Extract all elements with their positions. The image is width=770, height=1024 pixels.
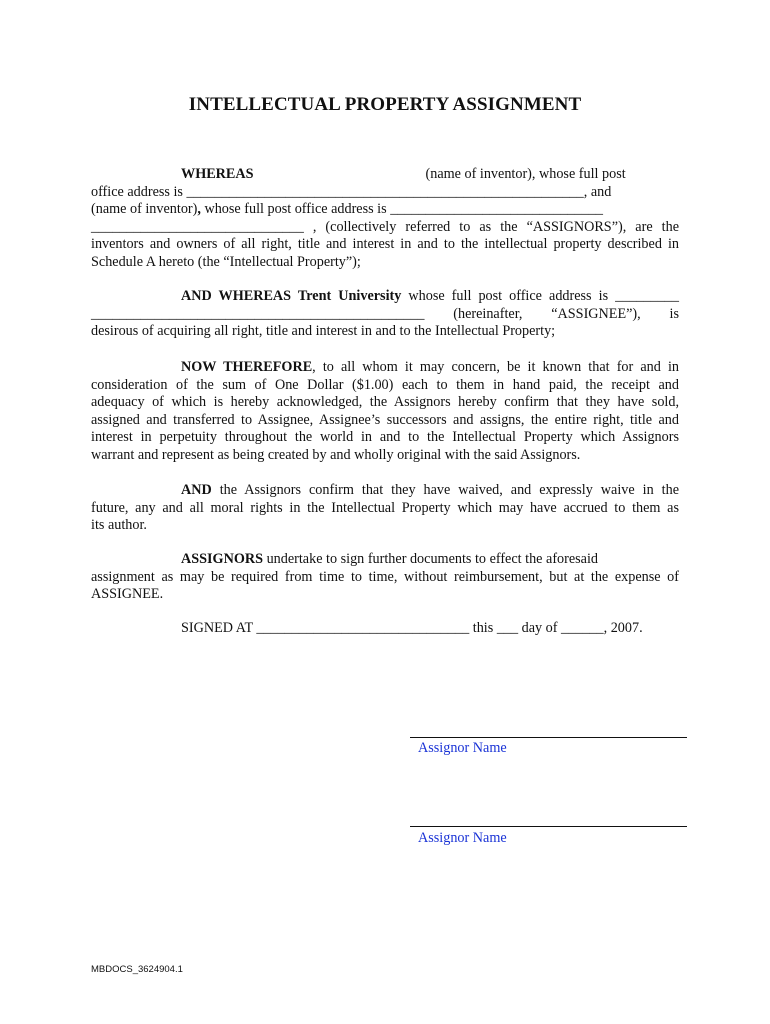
and-whereas-line-1: AND WHEREAS Trent University whose full post office address is _________ bbox=[181, 288, 679, 304]
whereas-label: WHEREAS bbox=[181, 166, 254, 182]
signature-line-1[interactable] bbox=[410, 737, 687, 738]
now-therefore-line-2: consideration of the sum of One Dollar ($1.00) each to them in hand paid, the receipt and bbox=[91, 376, 679, 393]
whereas-line-3: (name of inventor), whose full post office address is ______________________________ bbox=[91, 201, 604, 218]
inventor-2-name-label: (name of inventor) bbox=[91, 201, 198, 218]
whereas-line-2: office address is ________________________________________________________, and bbox=[91, 183, 612, 200]
document-title: INTELLECTUAL PROPERTY ASSIGNMENT bbox=[188, 94, 582, 115]
and-whereas-line-2: _______________________________________________ (hereinafter, “ASSIGNEE”), is bbox=[91, 305, 679, 322]
and-whereas-line-3: desirous of acquiring all right, title and interest in and to the Intellectual Property; bbox=[91, 323, 556, 340]
assignor-name-field-1[interactable]: Assignor Name bbox=[418, 740, 507, 756]
now-therefore-line-6: warrant and represent as being created by and wholly original with the said Assignors. bbox=[91, 446, 581, 463]
whereas-line-1 bbox=[91, 166, 679, 184]
further-documents-line-3: ASSIGNEE. bbox=[91, 586, 164, 603]
now-therefore-paragraph bbox=[91, 359, 679, 465]
whereas-line-4: ______________________________ , (collectively referred to as the “ASSIGNORS”), are the bbox=[91, 218, 679, 235]
further-documents-paragraph bbox=[91, 551, 679, 604]
moral-rights-line-1: AND the Assignors confirm that they have waived, and expressly waive in the bbox=[181, 482, 679, 498]
signed-at-line: SIGNED AT ______________________________ this ___ day of ______, 2007. bbox=[181, 620, 643, 636]
signed-at-paragraph bbox=[91, 620, 679, 638]
and-whereas-paragraph bbox=[91, 288, 679, 341]
moral-rights-paragraph bbox=[91, 482, 679, 535]
now-therefore-line-4: assigned and transferred to Assignee, Assignee’s successors and assigns, the entire right, title and bbox=[91, 411, 679, 428]
now-therefore-line-1: NOW THEREFORE, to all whom it may concern, be it known that for and in bbox=[181, 359, 680, 375]
moral-rights-line-3: its author. bbox=[91, 517, 147, 534]
signature-line-2[interactable] bbox=[410, 826, 687, 827]
whereas-line-6: Schedule A hereto (the “Intellectual Property”); bbox=[91, 253, 361, 270]
now-therefore-line-3: adequacy of which is hereby acknowledged, the Assignors hereby confirm that they have sold, bbox=[91, 394, 679, 411]
document-reference-footer: MBDOCS_3624904.1 bbox=[91, 964, 183, 975]
inventor-1-name-label: (name of inventor), whose full post bbox=[425, 166, 626, 182]
further-documents-line-2: assignment as may be required from time to time, without reimbursement, but at the expense of bbox=[91, 568, 679, 585]
further-documents-line-1: ASSIGNORS undertake to sign further documents to effect the aforesaid bbox=[181, 551, 599, 567]
whereas-line-5: inventors and owners of all right, title and interest in and to the intellectual property described in bbox=[91, 236, 679, 253]
whereas-paragraph bbox=[91, 166, 679, 272]
assignor-name-field-2[interactable]: Assignor Name bbox=[418, 830, 507, 846]
now-therefore-line-5: interest in perpetuity throughout the world in and to the Intellectual Property which Assignors bbox=[91, 429, 679, 446]
moral-rights-line-2: future, any and all moral rights in the Intellectual Property which may have accrued to them as bbox=[91, 499, 679, 516]
